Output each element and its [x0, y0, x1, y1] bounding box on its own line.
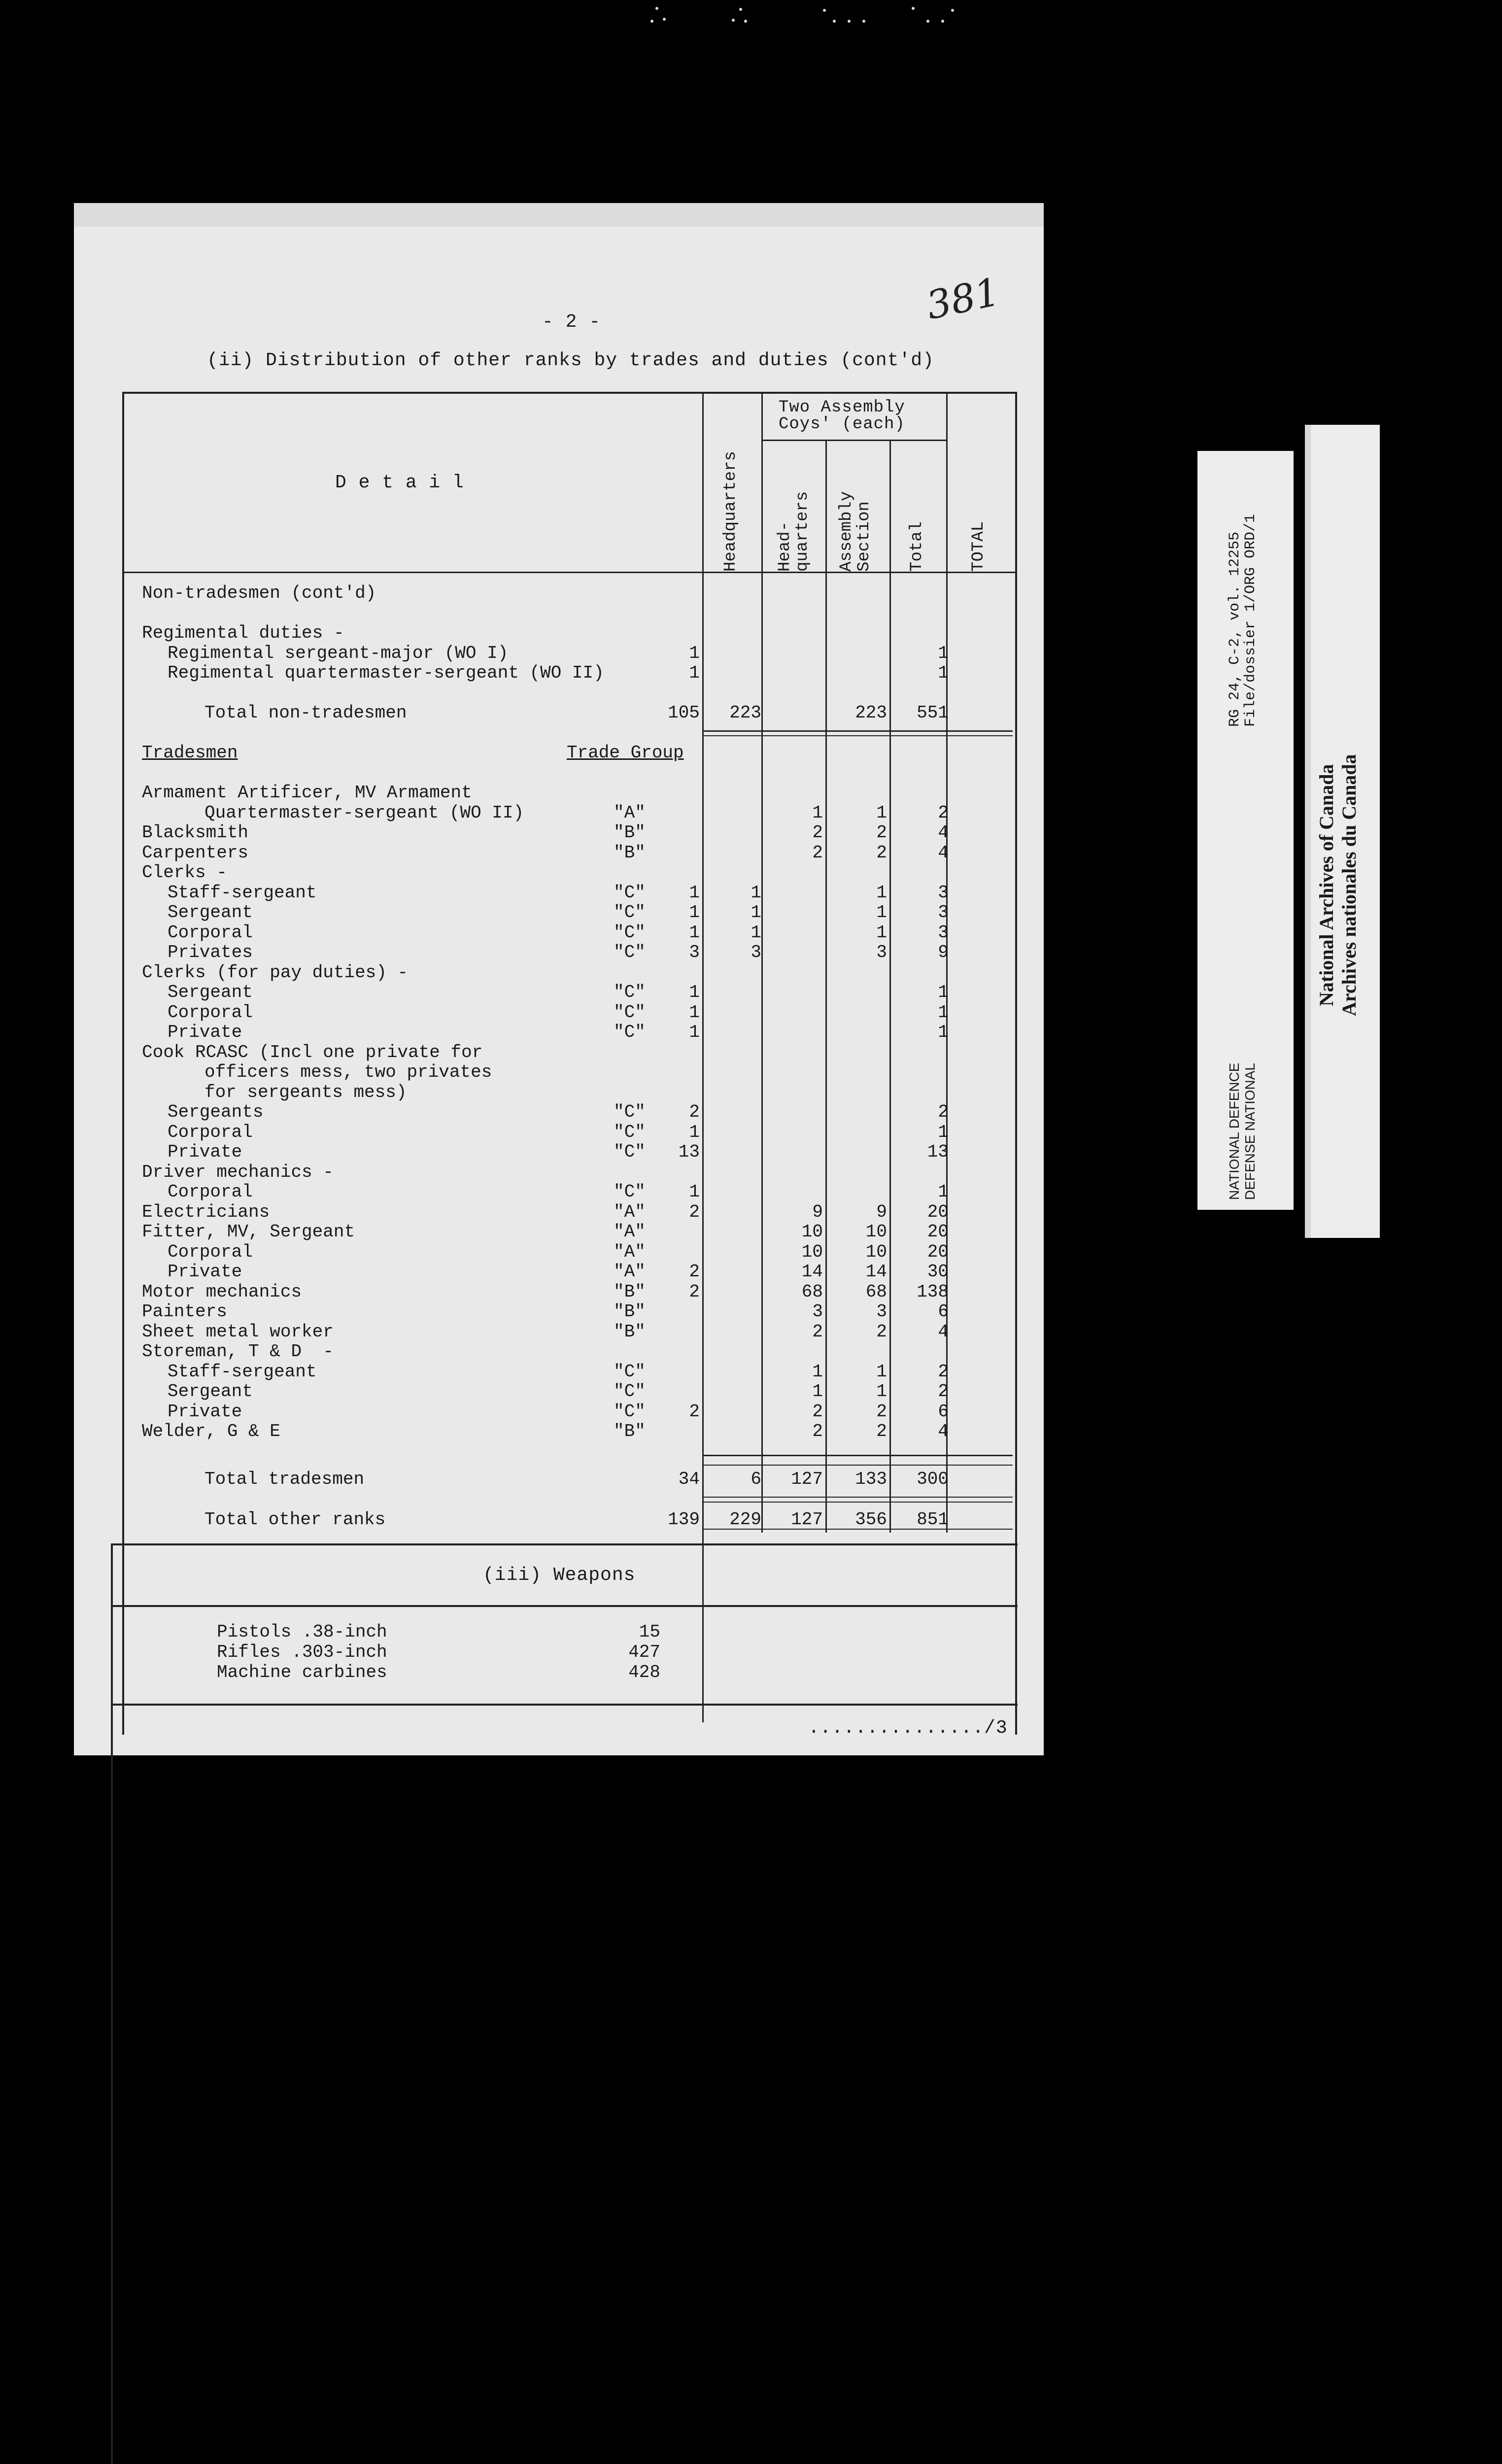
value-hq: 1: [689, 902, 700, 923]
row-label: Armament Artificer, MV Armament: [142, 783, 472, 803]
row-label: Regimental quartermaster-sergeant (WO II): [168, 663, 604, 683]
trade-group: "C": [614, 902, 646, 923]
trade-group: "C": [614, 1361, 646, 1382]
row-label: Sergeant: [168, 982, 253, 1002]
value-tot: 6: [938, 1401, 949, 1422]
value-chq: 223: [729, 703, 761, 723]
weapon-value: 428: [628, 1662, 660, 1682]
value-tot: 138: [917, 1281, 949, 1302]
value-tot: 9: [938, 942, 949, 962]
value-ctot: 2: [876, 842, 887, 863]
value-ctot: 9: [876, 1201, 887, 1222]
value-ctot: 1: [876, 882, 887, 903]
value-tot: 2: [938, 1102, 949, 1122]
value-tot: 3: [938, 922, 949, 943]
row-label: Quartermaster-sergeant (WO II): [205, 802, 524, 823]
value-tot: 20: [927, 1222, 949, 1242]
total-tot: 300: [917, 1469, 949, 1489]
value-hq: 1: [689, 1002, 700, 1023]
value-hq: 3: [689, 942, 700, 962]
value-tot: 4: [938, 842, 949, 863]
value-ctot: 1: [876, 1381, 887, 1402]
coy-total-header: Total: [908, 521, 926, 572]
row-label: Non-tradesmen (cont'd): [142, 583, 376, 603]
value-asm: 3: [812, 1301, 823, 1322]
row-label: Staff-sergeant: [168, 1361, 317, 1382]
trade-group: "B": [614, 1421, 646, 1441]
total-ctot: 356: [855, 1509, 887, 1530]
trade-group: "A": [614, 1262, 646, 1282]
assembly-section-header: Assembly Section: [837, 491, 874, 572]
value-tot: 20: [927, 1241, 949, 1262]
value-asm: 2: [812, 1421, 823, 1441]
row-label: Total non-tradesmen: [205, 703, 407, 723]
value-asm: 10: [801, 1222, 823, 1242]
value-chq: 3: [751, 942, 761, 962]
value-tot: 2: [938, 1381, 949, 1402]
value-ctot: 3: [876, 1301, 887, 1322]
row-label: Painters: [142, 1301, 227, 1322]
value-asm: 2: [812, 822, 823, 843]
value-chq: 1: [751, 902, 761, 923]
value-asm: 1: [812, 802, 823, 823]
value-hq: 1: [689, 1122, 700, 1142]
value-hq: 2: [689, 1201, 700, 1222]
detail-header: D e t a i l: [335, 472, 464, 493]
row-label: for sergeants mess): [205, 1082, 407, 1102]
value-chq: 1: [751, 922, 761, 943]
value-tot: 20: [927, 1201, 949, 1222]
total-asm: 127: [791, 1469, 823, 1489]
weapons-title: (iii) Weapons: [483, 1565, 636, 1586]
value-ctot: 1: [876, 802, 887, 823]
weapon-label: Pistols .38-inch: [217, 1622, 387, 1642]
value-ctot: 223: [855, 703, 887, 723]
weapon-value: 427: [628, 1642, 660, 1662]
grand-total-header: TOTAL: [969, 521, 988, 572]
row-label: Cook RCASC (Incl one private for: [142, 1042, 483, 1062]
document-page: [74, 203, 1044, 1755]
value-hq: 1: [689, 922, 700, 943]
value-tot: 1: [938, 643, 949, 663]
archive-reference-strip: [1197, 451, 1294, 1210]
row-label: Regimental sergeant-major (WO I): [168, 643, 509, 663]
value-asm: 10: [801, 1241, 823, 1262]
row-label: Electricians: [142, 1201, 270, 1222]
trade-group: "C": [614, 942, 646, 962]
value-ctot: 1: [876, 1361, 887, 1382]
footer-continuation: .............../3: [808, 1717, 1008, 1739]
trade-group: "C": [614, 882, 646, 903]
trade-group: "B": [614, 1281, 646, 1302]
value-hq: 105: [668, 703, 700, 723]
total-label: Total tradesmen: [205, 1469, 365, 1489]
weapon-label: Machine carbines: [217, 1662, 387, 1682]
row-label: Sergeant: [168, 1381, 253, 1402]
row-label: Corporal: [168, 1002, 253, 1023]
head-quarters-header: Head- quarters: [776, 491, 812, 572]
value-tot: 4: [938, 1321, 949, 1342]
trade-group: "C": [614, 1002, 646, 1023]
value-hq: 13: [678, 1142, 700, 1162]
value-tot: 1: [938, 982, 949, 1002]
value-hq: 2: [689, 1401, 700, 1422]
row-label: Corporal: [168, 1182, 253, 1202]
trade-group: "A": [614, 1222, 646, 1242]
trade-group: "C": [614, 1401, 646, 1422]
row-label: Clerks (for pay duties) -: [142, 962, 409, 983]
value-ctot: 10: [865, 1222, 887, 1242]
value-ctot: 3: [876, 942, 887, 962]
row-label: Corporal: [168, 1241, 253, 1262]
trade-group: "A": [614, 1241, 646, 1262]
value-ctot: 68: [865, 1281, 887, 1302]
value-hq: 1: [689, 982, 700, 1002]
row-label: Motor mechanics: [142, 1281, 302, 1302]
total-ctot: 133: [855, 1469, 887, 1489]
value-chq: 1: [751, 882, 761, 903]
row-label: Corporal: [168, 922, 253, 943]
value-asm: 1: [812, 1381, 823, 1402]
value-ctot: 2: [876, 1401, 887, 1422]
trade-group: "C": [614, 1102, 646, 1122]
value-hq: 2: [689, 1281, 700, 1302]
total-chq: 229: [729, 1509, 761, 1530]
trade-group: "C": [614, 1182, 646, 1202]
value-asm: 9: [812, 1201, 823, 1222]
value-tot: 6: [938, 1301, 949, 1322]
value-tot: 2: [938, 802, 949, 823]
value-ctot: 10: [865, 1241, 887, 1262]
value-asm: 2: [812, 842, 823, 863]
row-label: Blacksmith: [142, 822, 249, 843]
trade-group: "A": [614, 1201, 646, 1222]
total-hq: 34: [678, 1469, 700, 1489]
total-tot: 851: [917, 1509, 949, 1530]
row-label: Clerks -: [142, 862, 227, 883]
row-label: Tradesmen: [142, 743, 238, 763]
value-tot: 3: [938, 882, 949, 903]
row-label: Welder, G & E: [142, 1421, 280, 1441]
trade-group: "C": [614, 982, 646, 1002]
row-label: Privates: [168, 942, 253, 962]
value-hq: 1: [689, 1182, 700, 1202]
weapon-label: Rifles .303-inch: [217, 1642, 387, 1662]
trade-group: "B": [614, 822, 646, 843]
reference-line-2: File/dossier 1/ORG ORD/1: [1242, 513, 1259, 727]
total-chq: 6: [751, 1469, 761, 1489]
value-asm: 1: [812, 1361, 823, 1382]
trade-group: "C": [614, 1122, 646, 1142]
value-tot: 13: [927, 1142, 949, 1162]
row-label: Private: [168, 1142, 242, 1162]
value-hq: 2: [689, 1262, 700, 1282]
trade-group: "B": [614, 1301, 646, 1322]
row-label: Sergeants: [168, 1102, 264, 1122]
row-label: Staff-sergeant: [168, 882, 317, 903]
value-ctot: 2: [876, 1321, 887, 1342]
value-tot: 551: [917, 703, 949, 723]
value-ctot: 14: [865, 1262, 887, 1282]
row-label: Fitter, MV, Sergeant: [142, 1222, 355, 1242]
value-tot: 1: [938, 1022, 949, 1042]
archives-fr: Archives nationales du Canada: [1338, 754, 1360, 1016]
value-tot: 4: [938, 1421, 949, 1441]
row-label: Private: [168, 1022, 242, 1042]
total-asm: 127: [791, 1509, 823, 1530]
trade-group: "C": [614, 1142, 646, 1162]
weapon-value: 15: [639, 1622, 660, 1642]
archives-canada-strip: [1305, 425, 1380, 1238]
trade-group: "B": [614, 1321, 646, 1342]
page-marker: - 2 -: [542, 311, 601, 333]
value-tot: 4: [938, 822, 949, 843]
trade-group: "C": [614, 922, 646, 943]
trade-group: "A": [614, 802, 646, 823]
headquarters-header: Headquarters: [721, 451, 740, 572]
total-hq: 139: [668, 1509, 700, 1530]
two-assembly-header: Two Assembly Coys' (each): [779, 398, 905, 434]
section-title: (ii) Distribution of other ranks by trades and duties (cont'd): [207, 350, 934, 371]
value-asm: 2: [812, 1321, 823, 1342]
value-ctot: 1: [876, 922, 887, 943]
trade-group: "B": [614, 842, 646, 863]
value-ctot: 2: [876, 822, 887, 843]
handwritten-folio: 381: [922, 270, 1004, 329]
value-tot: 1: [938, 1182, 949, 1202]
value-hq: 1: [689, 882, 700, 903]
dept-line-2: DEFENSE NATIONAL: [1242, 1063, 1258, 1200]
row-label: Driver mechanics -: [142, 1162, 334, 1182]
value-asm: 2: [812, 1401, 823, 1422]
value-ctot: 2: [876, 1421, 887, 1441]
value-tot: 2: [938, 1361, 949, 1382]
value-tot: 1: [938, 1122, 949, 1142]
value-tot: 1: [938, 663, 949, 683]
dept-line-1: NATIONAL DEFENCE: [1227, 1062, 1242, 1200]
archives-en: National Archives of Canada: [1315, 764, 1337, 1006]
value-hq: 1: [689, 663, 700, 683]
value-ctot: 1: [876, 902, 887, 923]
trade-group: "C": [614, 1381, 646, 1402]
row-label: Private: [168, 1401, 242, 1422]
value-tot: 3: [938, 902, 949, 923]
value-tot: 30: [927, 1262, 949, 1282]
value-tot: 1: [938, 1002, 949, 1023]
reference-line-1: RG 24, C-2, vol. 12255: [1227, 531, 1243, 727]
value-asm: 68: [801, 1281, 823, 1302]
trade-group: "C": [614, 1022, 646, 1042]
page-top-edge: [74, 203, 1044, 227]
value-hq: 2: [689, 1102, 700, 1122]
row-label: Regimental duties -: [142, 623, 344, 643]
value-hq: 1: [689, 643, 700, 663]
trade-group: Trade Group: [567, 743, 684, 763]
value-asm: 14: [801, 1262, 823, 1282]
row-label: officers mess, two privates: [205, 1062, 492, 1082]
row-label: Storeman, T & D -: [142, 1341, 334, 1362]
row-label: Carpenters: [142, 842, 249, 863]
row-label: Private: [168, 1262, 242, 1282]
total-label: Total other ranks: [205, 1509, 386, 1530]
row-label: Sergeant: [168, 902, 253, 923]
row-label: Sheet metal worker: [142, 1321, 334, 1342]
row-label: Corporal: [168, 1122, 253, 1142]
value-hq: 1: [689, 1022, 700, 1042]
